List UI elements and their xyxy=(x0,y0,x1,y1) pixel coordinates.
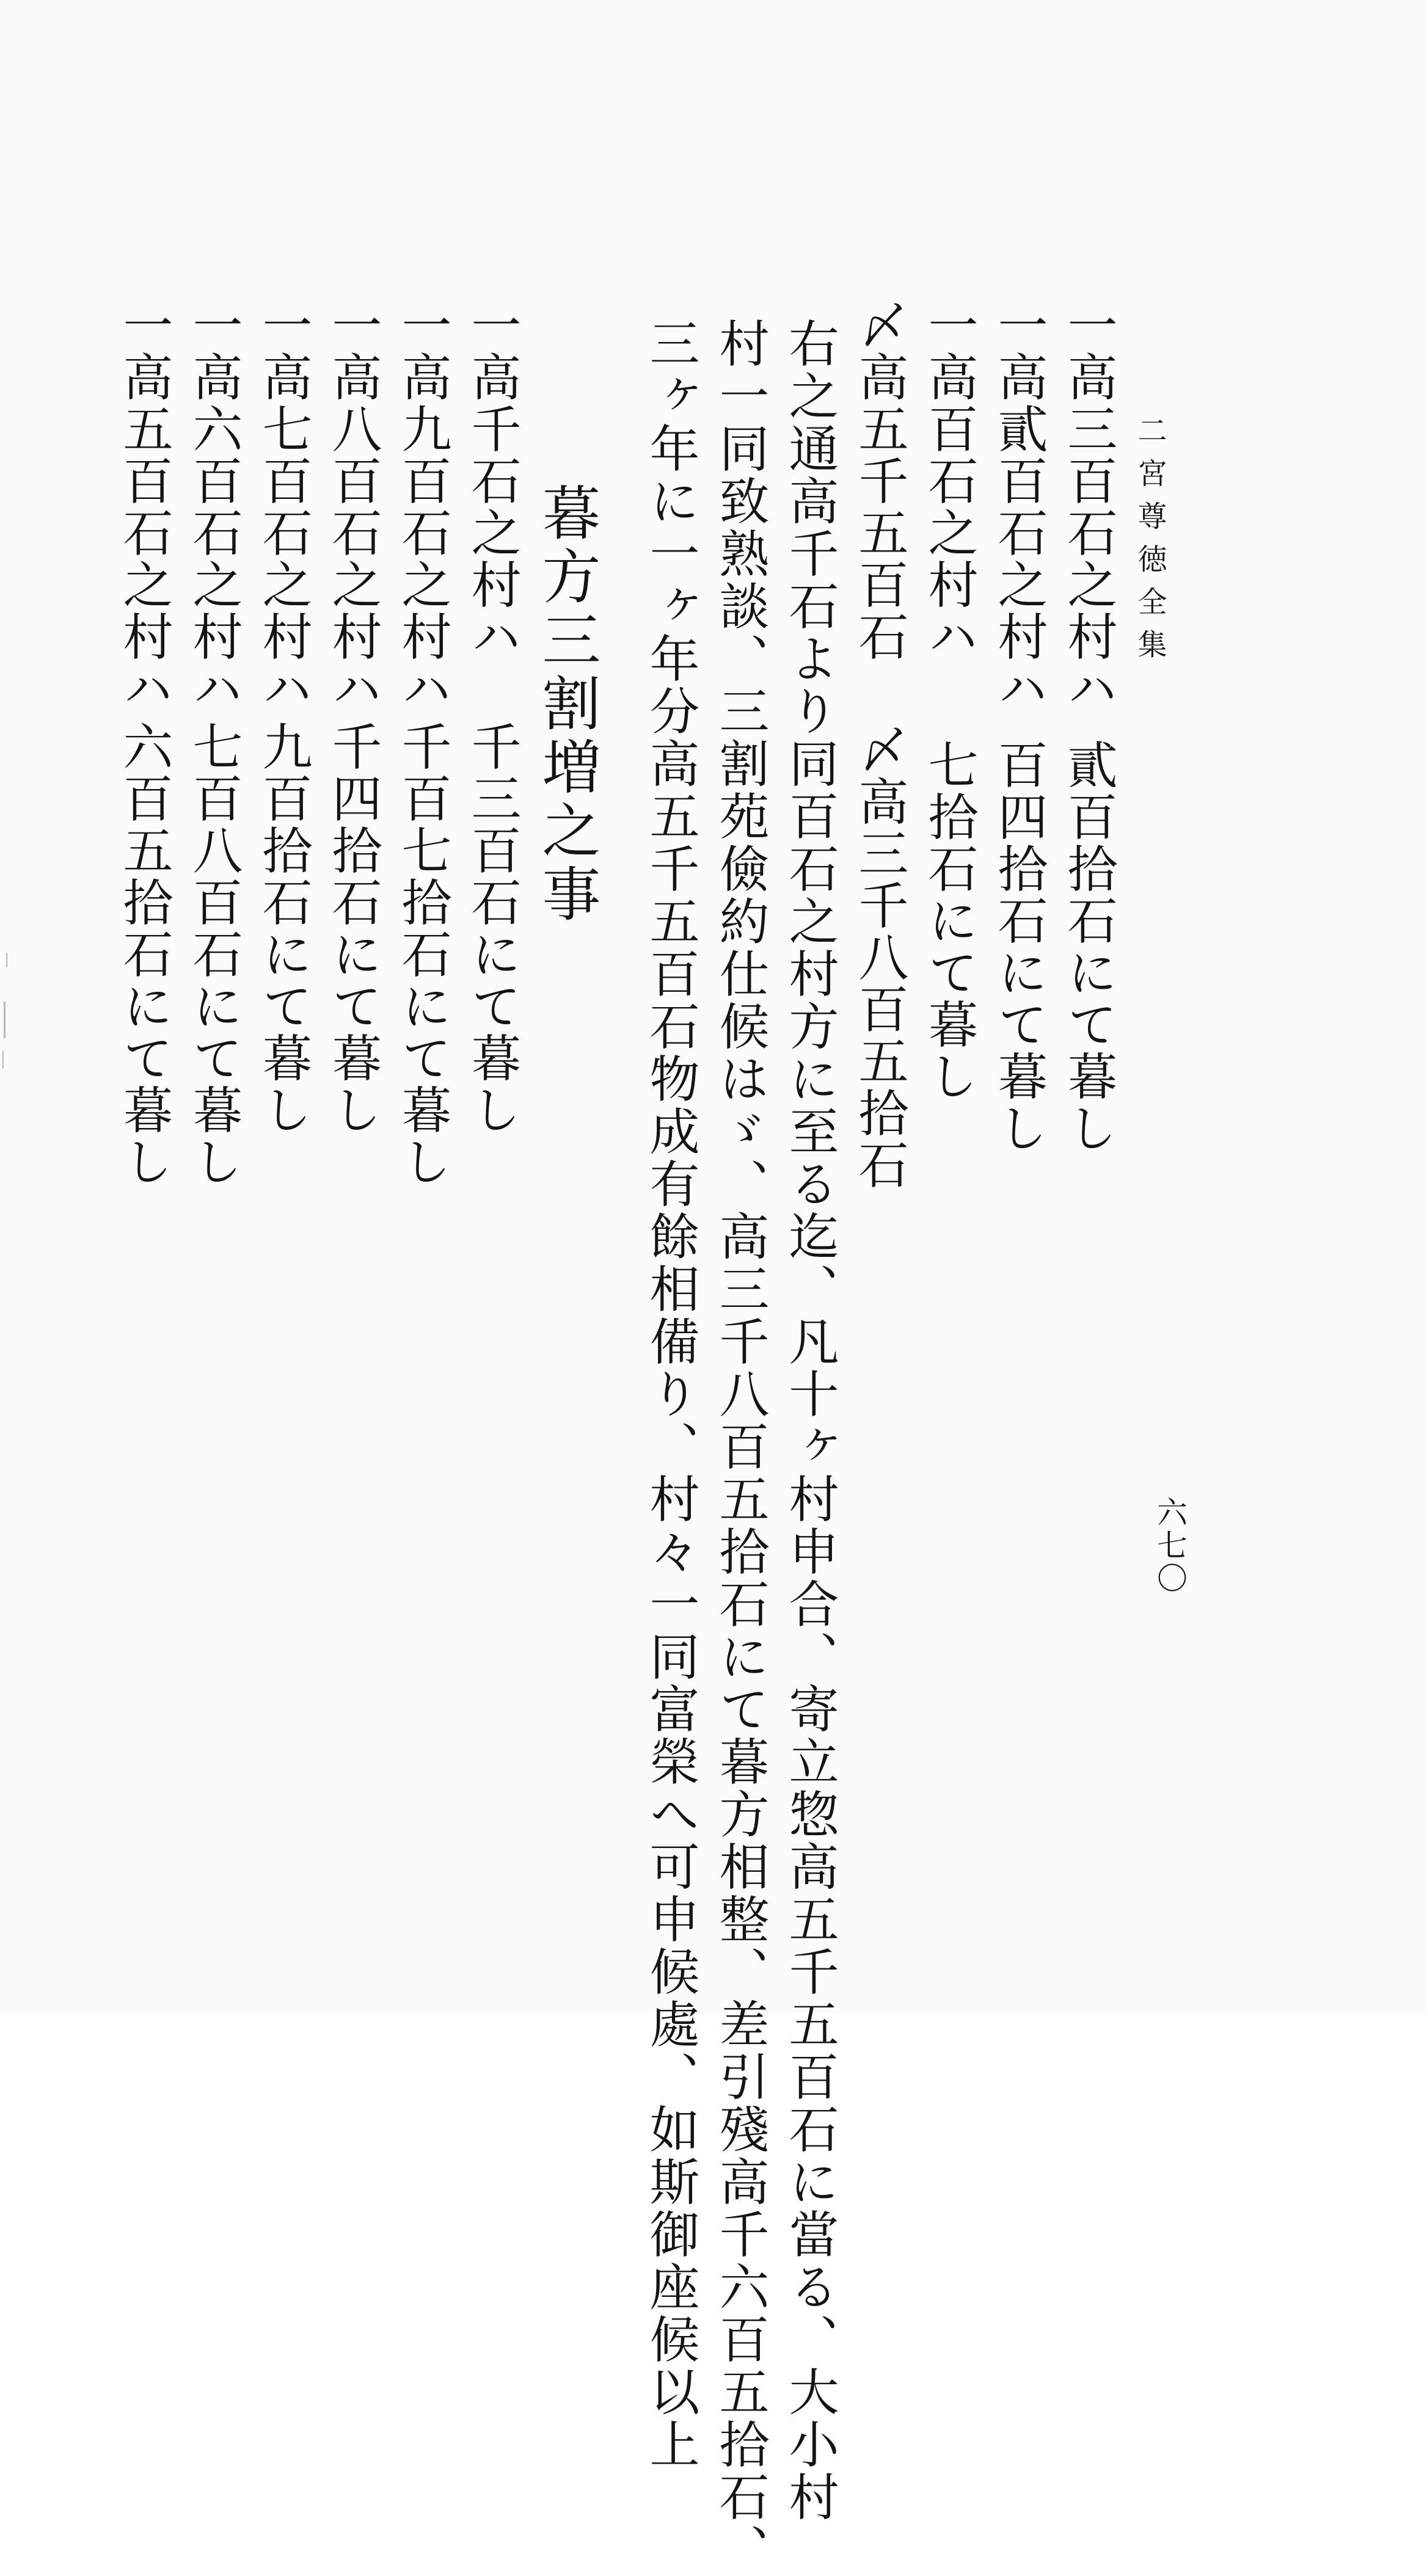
page-number: 六七〇 xyxy=(1152,1496,1188,1595)
row-bottom-1-left: 一高千石之村ハ xyxy=(463,299,521,663)
row-bottom-5-right: 七百八百石にて暮し xyxy=(184,721,243,1188)
row-bottom-1-right: 千三百石にて暮し xyxy=(463,721,521,1136)
paragraph-line-3: 三ヶ年に一ヶ年分高五千五百石物成有餘相備り、村々一同富榮へ可申候處、如斯御座候以上 xyxy=(641,318,699,2471)
row-top-3-left: 一高百石之村ハ xyxy=(920,299,978,663)
scan-mark xyxy=(6,953,7,967)
running-title: 二宮尊徳全集 xyxy=(1133,415,1167,672)
row-top-1-left: 一高三百石之村ハ xyxy=(1059,299,1117,715)
row-bottom-4-left: 一高七百石之村ハ xyxy=(254,299,312,715)
scan-mark xyxy=(2,1050,4,1069)
scan-mark xyxy=(4,1002,5,1038)
paragraph-line-2: 村一同致熟談、三割苑儉約仕候はゞ、高三千八百五拾石にて暮方相整、差引殘高千六百五拾石、 xyxy=(711,318,769,2576)
row-top-4-right: 〆高三千八百五拾石 xyxy=(850,724,908,1191)
row-bottom-3-left: 一高八百石之村ハ xyxy=(324,299,382,715)
paragraph-line-1: 右之通高千石より同百石之村方に至る迄、凡十ヶ村申合、寄立惣高五千五百石に當る、大小村 xyxy=(781,318,839,2523)
section-heading: 暮方三割増之事 xyxy=(533,482,601,927)
row-bottom-3-right: 千四拾石にて暮し xyxy=(324,721,382,1136)
row-bottom-5-left: 一高六百石之村ハ xyxy=(184,299,243,715)
row-top-4-left: 〆高五千五百石 xyxy=(850,299,908,663)
row-bottom-6-right: 六百五拾石にて暮し xyxy=(115,721,173,1188)
row-bottom-2-left: 一高九百石之村ハ xyxy=(393,299,451,715)
row-bottom-2-right: 千百七拾石にて暮し xyxy=(393,721,451,1188)
row-top-3-right: 七拾石にて暮し xyxy=(920,739,978,1102)
row-top-1-right: 貳百拾石にて暮し xyxy=(1059,739,1117,1154)
row-top-2-right: 百四拾石にて暮し xyxy=(990,739,1048,1154)
row-bottom-4-right: 九百拾石にて暮し xyxy=(254,721,312,1136)
row-bottom-6-left: 一高五百石之村ハ xyxy=(115,299,173,715)
row-top-2-left: 一高貳百石之村ハ xyxy=(990,299,1048,715)
